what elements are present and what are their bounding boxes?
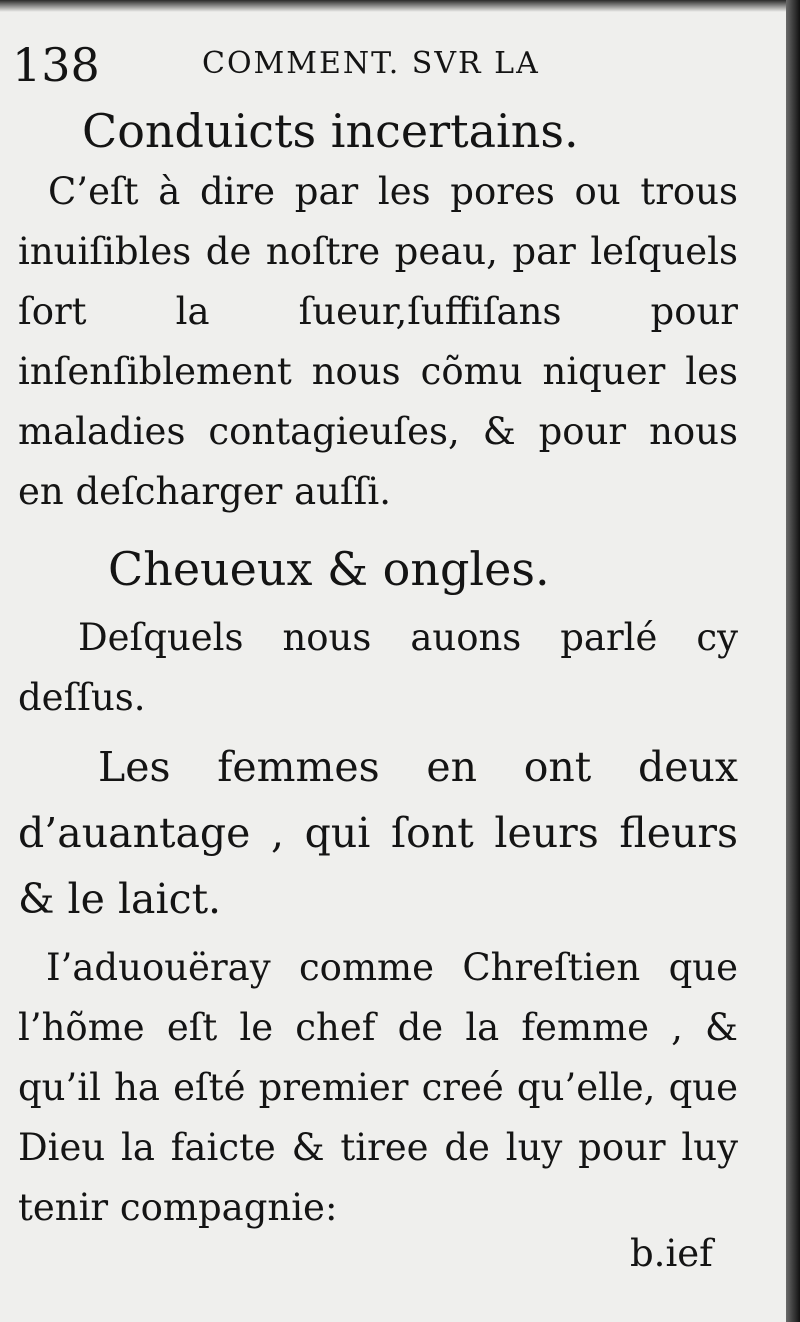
page-edge-shadow xyxy=(786,0,800,1322)
section-text-hair-nails: Deſquels nous auons parlé cy deſſus. xyxy=(18,616,738,719)
commentary-text: I’aduouëray comme Chreſtien que l’hõme eſt le chef de la femme , & qu’il ha eſté premier creé qu’elle, que Dieu la faicte & tiree de luy pour luy tenir compagnie: xyxy=(18,946,738,1229)
verse-text: Les femmes en ont deux d’auantage , qui ſont leurs fleurs & le laict. xyxy=(18,743,738,923)
catchword: b.ief xyxy=(630,1232,713,1275)
page-header xyxy=(12,38,752,92)
section-heading-hair-nails: Cheueux & ongles. xyxy=(108,542,550,596)
running-head: COMMENT. SVR LA xyxy=(202,46,540,81)
page-top-shadow xyxy=(0,0,786,12)
section-heading-conduits: Conduicts incertains. xyxy=(82,104,579,158)
section-text-conduits: C’eſt à dire par les pores ou trous inuiſibles de noſtre peau, par leſquels ſort la ſueur,ſuffiſans pour inſenſiblement nous cõmu niquer les maladies contagieuſes, & pour nous en deſcharger auſſi. xyxy=(18,170,738,513)
page-number: 138 xyxy=(12,38,100,92)
